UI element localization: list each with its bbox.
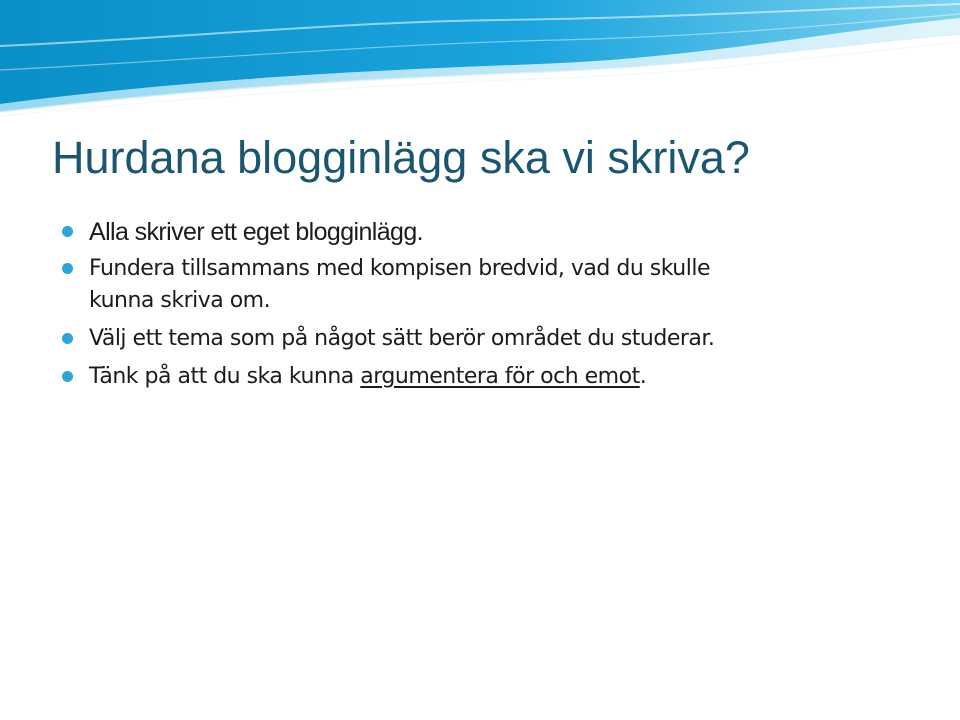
bullet-dot-icon xyxy=(62,371,73,382)
bullet-text: Alla skriver ett eget blogginlägg. xyxy=(89,218,423,246)
bullet-text: Välj ett tema som på något sätt berör området du studerar. xyxy=(89,326,715,351)
bullet-dot-icon xyxy=(62,333,73,344)
bullet-item-1 xyxy=(60,216,920,248)
bullet-item-4 xyxy=(60,361,920,393)
bullet-item-3 xyxy=(60,323,920,355)
bullet-dot-icon xyxy=(62,263,73,274)
bullet-dot-icon xyxy=(62,226,73,237)
bullet-text-underlined: argumentera för och emot xyxy=(360,364,640,389)
bullet-text-prefix: Tänk på att du ska kunna xyxy=(89,364,361,389)
bullet-text-line-1: Fundera tillsammans med kompisen bredvid, vad du skulle xyxy=(89,256,710,281)
slide-title: Hurdana blogginlägg ska vi skriva? xyxy=(52,132,750,183)
bullet-list xyxy=(60,216,920,393)
header-wave-decoration xyxy=(0,0,960,120)
bullet-text-suffix: . xyxy=(639,364,647,389)
bullet-item-2 xyxy=(60,253,920,317)
bullet-text-line-2: kunna skriva om. xyxy=(89,288,271,313)
